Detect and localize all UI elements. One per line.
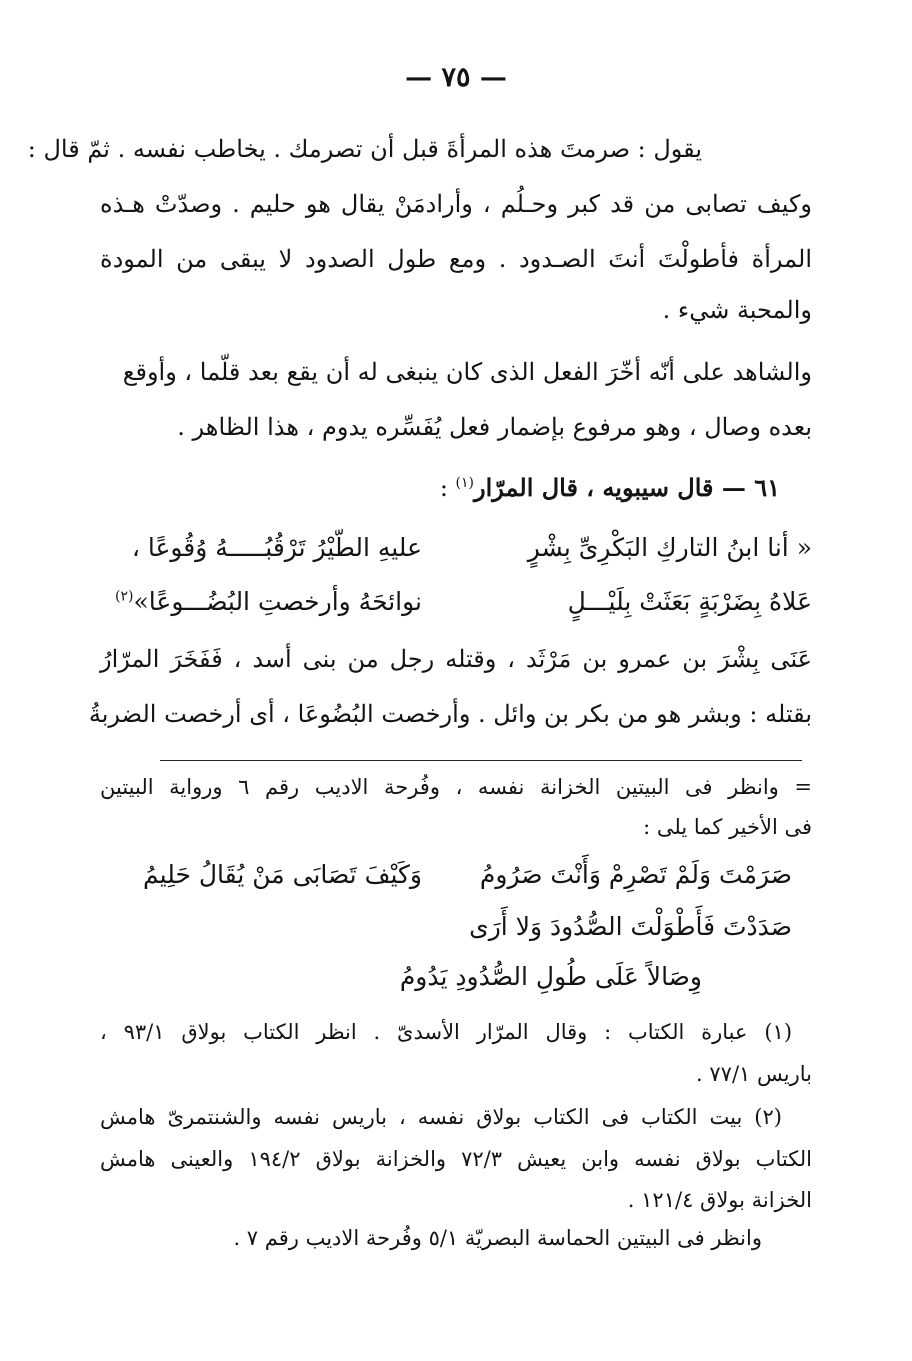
entry-heading-text: ٦١ — قال سيبويه ، قال المرّار [474, 473, 780, 502]
verse-left-hemistich [92, 587, 422, 617]
footnote-line: وانظر فى البيتين الحماسة البصريّة ٥/١ وفُرحة الاديب رقم ٧ . [233, 1226, 762, 1250]
footnote-line: = وانظر فى البيتين الخزانة نفسه ، وفُرحة الاديب رقم ٦ ورواية البيتين [100, 775, 813, 799]
body-line: والمحبة شيء . [662, 296, 812, 324]
verse-right-hemistich: عَلاهُ بِضَرْبَةٍ بَعَثَتْ بِلَيْـــلٍ [567, 587, 812, 616]
footnote-line: الكتاب بولاق نفسه وابن يعيش ٧٢/٣ والخزانة بولاق ١٩٤/٢ والعينى هامش [100, 1147, 813, 1171]
verse-right-hemistich: « أنا ابنُ التاركِ البَكْرِىِّ بِشْرٍ [527, 533, 812, 562]
body-line: بقتله : وبشر هو من بكر بن وائل . وأرخصت البُضُوعَا ، أى أرخصت الضربةُ [88, 700, 812, 728]
body-line: عَنَى بِشْرَ بن عمرو بن مَرْثَد ، وقتله رجل من بنى أسد ، فَفَخَرَ المرّارُ [100, 645, 812, 673]
footnote-line: (١) عبارة الكتاب : وقال المرّار الأسدىّ . انظر الكتاب بولاق ٩٣/١ ، [100, 1020, 793, 1044]
footnote-verse-right: صَرَمْتَ وَلَمْ تَصْرِمْ وَأَنْتَ صَرُومُ [479, 860, 792, 889]
entry-heading [180, 474, 780, 503]
verse-left-hemistich: عليهِ الطّيْرُ تَرْقُبُـــــهُ وُقُوعًا ، [131, 533, 422, 562]
body-line: وكيف تصابى من قد كبر وحـلُم ، وأرادمَنْ يقال هو حليم . وصدّتْ هـذه [100, 190, 812, 218]
body-line: المرأة فأطولْتَ أنتَ الصـدود . ومع طول الصدود لا يبقى من المودة [100, 245, 812, 273]
footnote-verse-right: صَدَدْتَ فَأَطْوَلْتَ الصُّدُودَ وَلا أَرَى [469, 912, 792, 941]
footnote-separator [160, 760, 802, 761]
verse-left-text: نوائحَهُ وأرخصتِ البُضُـــوعًا» [133, 587, 422, 616]
footnote-verse-left: وَكَيْفَ تَصَابَى مَنْ يُقَالُ حَلِيمُ [143, 860, 422, 889]
footnote-line: باريس ٧٧/١ . [696, 1062, 812, 1086]
footnote-line: الخزانة بولاق ١٢١/٤ . [627, 1188, 812, 1212]
page-number: — ٧٥ — [405, 62, 507, 93]
body-line: يقول : صرمتَ هذه المرأةَ قبل أن تصرمك . يخاطب نفسه . ثمّ قال : [27, 135, 702, 163]
entry-heading-colon: : [439, 474, 456, 502]
footnote-line: فى الأخير كما يلى : [643, 815, 812, 839]
footnote-ref: (٢) [115, 588, 134, 605]
footnote-line: (٢) بيت الكتاب فى الكتاب بولاق نفسه ، باريس نفسه والشنتمرىّ هامش [100, 1105, 782, 1129]
footnote-verse-left: وِصَالاً عَلَى طُولِ الصُّدُودِ يَدُومُ [399, 962, 702, 991]
footnote-ref: (١) [455, 475, 474, 491]
body-line: بعده وصال ، وهو مرفوع بإضمار فعل يُفَسِّره يدوم ، هذا الظاهر . [177, 413, 812, 441]
body-line: والشاهد على أنّه أخّرَ الفعل الذى كان ينبغى له أن يقع بعد قلّما ، وأوقع [122, 358, 812, 386]
